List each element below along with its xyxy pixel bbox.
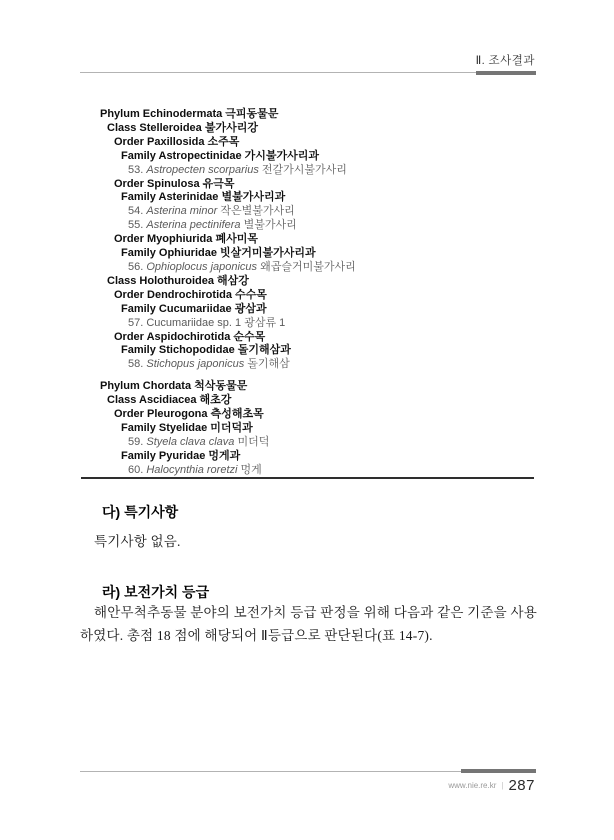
taxon-row: Class Holothuroidea 해삼강 (107, 274, 249, 287)
species-row (80, 436, 550, 450)
footer-meta (448, 777, 535, 794)
species-number: 58. (128, 358, 147, 371)
taxon-row: Family Pyuridae 멍게과 (121, 449, 241, 462)
taxon-row: Phylum Echinodermata 극피동물문 (100, 108, 279, 120)
taxon-row: Family Ophiuridae 빗살거미불가사리과 (121, 247, 316, 260)
species-row (80, 464, 550, 478)
species-list (80, 108, 550, 478)
taxon-row: Order Spinulosa 유극목 (114, 177, 235, 190)
species-korean-name: 왜곱슬거미불가사리 (257, 260, 356, 273)
taxon-row: Family Asterinidae 별불가사리과 (121, 191, 286, 204)
species-scientific-name: Halocynthia roretzi (146, 463, 238, 476)
taxon-row: Class Stelleroidea 불가사리강 (107, 121, 258, 134)
page-number: 287 (508, 777, 535, 794)
taxon-row: Phylum Chordata 척삭동물문 (100, 380, 248, 393)
species-number: 57. (128, 316, 147, 329)
species-row (80, 317, 550, 331)
taxon-row: Order Aspidochirotida 순수목 (114, 330, 266, 343)
species-row (80, 205, 550, 219)
header-rule (80, 72, 536, 73)
taxon-row: Family Stichopodidae 돌기해삼과 (121, 344, 291, 357)
species-scientific-name: Styela clava clava (146, 435, 235, 448)
species-number: 53. (128, 163, 147, 176)
section-heading-special-notes: 다) 특기사항 (102, 504, 179, 520)
taxon-row: Family Cucumariidae 광삼과 (121, 302, 267, 315)
species-row (80, 219, 550, 233)
footer-separator: | (501, 781, 504, 790)
species-scientific-name: Cucumariidae sp. 1 (146, 316, 242, 329)
species-scientific-name: Astropecten scorparius (146, 163, 259, 176)
footer-site-url: www.nie.re.kr (448, 781, 497, 790)
footer-rule-accent (461, 769, 536, 773)
taxon-row: Family Styelidae 미더덕과 (121, 421, 253, 434)
species-scientific-name: Ophioplocus japonicus (146, 260, 258, 273)
species-number: 55. (128, 219, 147, 232)
taxon-row: Family Astropectinidae 가시불가사리과 (121, 149, 320, 162)
species-korean-name: 별불가사리 (240, 219, 297, 232)
species-number: 60. (128, 463, 147, 476)
taxon-row: Class Ascidiacea 해초강 (107, 394, 232, 407)
header-rule-accent (476, 71, 536, 75)
section-body-conservation-grade: 해안무척추동물 분야의 보전가치 등급 판정을 위해 다음과 같은 기준을 사용하였다. 총점 18 점에 해당되어 Ⅱ등급으로 판단된다(표 14-7). (80, 605, 537, 643)
species-row (80, 164, 550, 178)
footer-rule (80, 771, 536, 772)
species-number: 56. (128, 260, 147, 273)
species-korean-name: 돌기해삼 (244, 358, 290, 371)
species-number: 59. (128, 435, 147, 448)
species-korean-name: 광삼류 1 (241, 316, 286, 329)
species-number: 54. (128, 205, 147, 218)
species-scientific-name: Asterina minor (146, 205, 218, 218)
species-row (80, 358, 550, 372)
species-korean-name: 미더덕 (234, 435, 270, 448)
species-korean-name: 작은별불가사리 (217, 205, 295, 218)
species-scientific-name: Asterina pectinifera (146, 219, 241, 232)
taxon-row: Order Paxillosida 소주목 (114, 135, 240, 148)
taxon-row: Order Pleurogona 측성해초목 (114, 408, 264, 421)
section-heading-conservation-grade: 라) 보전가치 등급 (102, 584, 210, 600)
page-header-title: Ⅱ. 조사결과 (475, 55, 535, 67)
taxon-row: Order Myophiurida 폐사미목 (114, 233, 258, 246)
species-korean-name: 멍게 (237, 463, 262, 476)
section-body-special-notes: 특기사항 없음. (94, 534, 181, 549)
species-scientific-name: Stichopus japonicus (146, 358, 245, 371)
taxon-row: Order Dendrochirotida 수수목 (114, 288, 267, 301)
species-list-bottom-rule (81, 477, 534, 479)
species-row (80, 261, 550, 275)
species-korean-name: 전갈가시불가사리 (258, 163, 347, 176)
